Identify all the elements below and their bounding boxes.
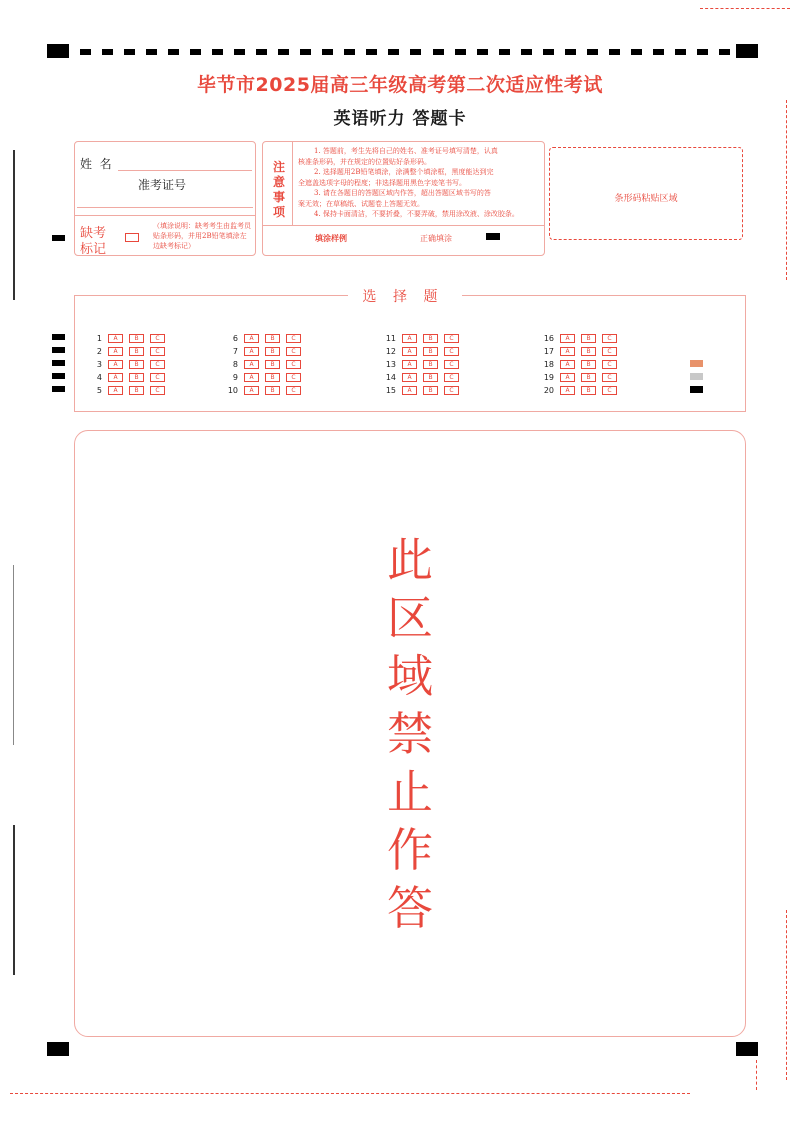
option-bubble[interactable]: C [150, 386, 165, 395]
notes-text [298, 146, 542, 220]
row-timing-mark [52, 386, 65, 392]
option-bubble[interactable]: A [560, 360, 575, 369]
option-bubble[interactable]: A [560, 347, 575, 356]
option-bubble[interactable]: B [581, 373, 596, 382]
swatch-orange [690, 360, 703, 367]
question-row [540, 372, 623, 382]
question-number: 6 [232, 333, 238, 343]
option-bubble[interactable]: C [444, 347, 459, 356]
option-bubble[interactable]: B [581, 360, 596, 369]
question-number: 4 [96, 372, 102, 382]
option-bubble[interactable]: B [581, 334, 596, 343]
option-bubble[interactable]: C [444, 360, 459, 369]
right-bottom-dash [756, 1060, 757, 1090]
option-bubble[interactable]: A [402, 360, 417, 369]
forbidden-area [74, 430, 746, 1037]
question-number: 15 [385, 385, 396, 395]
question-number: 20 [543, 385, 554, 395]
option-bubble[interactable]: A [402, 386, 417, 395]
question-row [382, 372, 465, 382]
notes-sample-divider [262, 225, 545, 226]
option-bubble[interactable]: A [244, 334, 259, 343]
option-bubble[interactable]: B [423, 373, 438, 382]
forbidden-char: 作 [387, 822, 433, 877]
absent-note: （填涂说明：缺考考生由监考员贴条形码，并用2B铅笔填涂左边缺考标记） [153, 222, 251, 250]
notes-line: 1. 答题前，考生先将自己的姓名、准考证号填写清楚，认真 [314, 147, 498, 155]
notes-line: 全遮盖选项字母的程度；非选择题用黑色字迹笔书写。 [298, 178, 466, 187]
option-bubble[interactable]: C [286, 373, 301, 382]
forbidden-char: 止 [387, 764, 433, 819]
question-number: 17 [543, 346, 554, 356]
row-timing-mark [52, 373, 65, 379]
row-timing-mark [52, 347, 65, 353]
notes-line: 3. 请在各题目的答题区域内作答，超出答题区域书写的答 [314, 189, 491, 197]
swatch-gray [690, 373, 703, 380]
bottom-edge-dash [10, 1093, 690, 1094]
question-row [224, 372, 307, 382]
option-bubble[interactable]: C [602, 373, 617, 382]
option-bubble[interactable]: B [129, 386, 144, 395]
option-bubble[interactable]: B [265, 334, 280, 343]
absent-divider [74, 215, 256, 216]
name-field[interactable] [118, 169, 252, 171]
question-row [88, 359, 171, 369]
option-bubble[interactable]: B [129, 360, 144, 369]
question-number: 5 [96, 385, 102, 395]
question-row [382, 333, 465, 343]
question-number: 2 [96, 346, 102, 356]
option-bubble[interactable]: B [265, 360, 280, 369]
question-number: 19 [543, 372, 554, 382]
option-bubble[interactable]: C [150, 334, 165, 343]
left-edge-line [13, 565, 14, 745]
option-bubble[interactable]: C [444, 386, 459, 395]
question-number: 10 [227, 385, 238, 395]
notes-line: 4. 保持卡面清洁，不要折叠，不要弄破，禁用涂改液、涂改胶条。 [314, 210, 519, 218]
option-bubble[interactable]: A [108, 373, 123, 382]
option-bubble[interactable]: B [129, 347, 144, 356]
question-number: 14 [385, 372, 396, 382]
option-bubble[interactable]: A [244, 386, 259, 395]
left-edge-line [13, 150, 15, 300]
question-row [224, 385, 307, 395]
notes-heading-char: 注 [272, 160, 285, 174]
choice-top-rule-right [462, 295, 746, 296]
notes-line: 案无效；在草稿纸、试题卷上答题无效。 [298, 199, 424, 208]
forbidden-char: 禁 [387, 706, 433, 761]
correct-fill-sample [486, 233, 500, 240]
option-bubble[interactable]: B [129, 373, 144, 382]
question-number: 13 [385, 359, 396, 369]
swatch-black [690, 386, 703, 393]
option-bubble[interactable]: B [265, 373, 280, 382]
sample-label: 填涂样例 [315, 233, 347, 243]
option-bubble[interactable]: A [108, 386, 123, 395]
option-bubble[interactable]: A [560, 334, 575, 343]
option-bubble[interactable]: B [581, 386, 596, 395]
option-bubble[interactable]: C [602, 334, 617, 343]
corner-mark-bottom-right [736, 1042, 758, 1056]
left-edge-line [13, 825, 15, 975]
notes-line: 2. 选择题用2B铅笔填涂，涂满整个填涂框，黑度能达到完 [314, 168, 494, 176]
forbidden-text [75, 431, 745, 1036]
notes-heading [270, 160, 288, 220]
exam-id-field[interactable] [77, 206, 253, 208]
absent-label: 标记 [80, 242, 107, 257]
option-bubble[interactable]: A [560, 386, 575, 395]
question-row [88, 372, 171, 382]
option-bubble[interactable]: B [423, 386, 438, 395]
question-row [540, 333, 623, 343]
option-bubble[interactable]: A [108, 334, 123, 343]
question-number: 11 [385, 333, 396, 343]
option-bubble[interactable]: B [423, 347, 438, 356]
notes-heading-char: 意 [272, 175, 285, 189]
option-bubble[interactable]: C [602, 386, 617, 395]
option-bubble[interactable]: A [244, 373, 259, 382]
choice-section-title: 选 择 题 [348, 286, 458, 306]
question-number: 7 [232, 346, 238, 356]
option-bubble[interactable]: C [444, 334, 459, 343]
corner-mark-bottom-left [47, 1042, 69, 1056]
question-row [382, 359, 465, 369]
question-number: 8 [232, 359, 238, 369]
forbidden-char: 区 [387, 590, 433, 645]
question-number: 12 [385, 346, 396, 356]
option-bubble[interactable]: B [423, 360, 438, 369]
question-number: 16 [543, 333, 554, 343]
option-bubble[interactable]: B [129, 334, 144, 343]
option-bubble[interactable]: C [286, 360, 301, 369]
notes-heading-char: 项 [272, 205, 285, 219]
option-bubble[interactable]: A [402, 347, 417, 356]
option-bubble[interactable]: C [286, 334, 301, 343]
question-number: 3 [96, 359, 102, 369]
option-bubble[interactable]: B [581, 347, 596, 356]
question-row [540, 346, 623, 356]
option-bubble[interactable]: A [244, 347, 259, 356]
top-timing-marks [80, 49, 730, 55]
option-bubble[interactable]: C [602, 347, 617, 356]
exam-title: 毕节市2025届高三年级高考第二次适应性考试 [197, 74, 603, 96]
forbidden-char: 此 [387, 532, 433, 587]
question-row [382, 346, 465, 356]
option-bubble[interactable]: C [286, 347, 301, 356]
exam-id-label: 准考证号 [138, 178, 187, 192]
question-number: 18 [543, 359, 554, 369]
question-row [540, 385, 623, 395]
row-timing-mark [52, 360, 65, 366]
absent-mark-box[interactable] [125, 233, 139, 242]
question-number: 1 [96, 333, 102, 343]
option-bubble[interactable]: B [423, 334, 438, 343]
option-bubble[interactable]: B [265, 347, 280, 356]
question-number: 9 [232, 372, 238, 382]
question-row [224, 346, 307, 356]
question-row [224, 333, 307, 343]
choice-top-rule-left [74, 295, 348, 296]
question-row [382, 385, 465, 395]
option-bubble[interactable]: A [560, 373, 575, 382]
question-row [88, 333, 171, 343]
row-timing-mark [52, 334, 65, 340]
corner-mark-top-right [736, 44, 758, 58]
option-bubble[interactable]: C [150, 360, 165, 369]
notes-line: 核准条形码，并在规定的位置贴好条形码。 [298, 157, 431, 166]
option-bubble[interactable]: C [602, 360, 617, 369]
corner-mark-top-left [47, 44, 69, 58]
option-bubble[interactable]: A [402, 334, 417, 343]
name-label: 姓 名 [80, 157, 112, 171]
option-bubble[interactable]: A [244, 360, 259, 369]
barcode-label: 条形码粘贴区域 [614, 194, 678, 204]
option-bubble[interactable]: C [444, 373, 459, 382]
option-bubble[interactable]: A [108, 360, 123, 369]
option-bubble[interactable]: C [150, 373, 165, 382]
forbidden-char: 域 [387, 648, 433, 703]
absent-label: 缺考 [80, 226, 107, 241]
option-bubble[interactable]: A [402, 373, 417, 382]
question-row [88, 385, 171, 395]
question-row [224, 359, 307, 369]
option-bubble[interactable]: A [108, 347, 123, 356]
notes-heading-char: 事 [272, 190, 285, 204]
card-subtitle: 英语听力 答题卡 [333, 109, 467, 129]
absent-timing-mark [52, 235, 65, 241]
option-bubble[interactable]: C [150, 347, 165, 356]
right-edge-dash [786, 910, 787, 1080]
correct-fill-label: 正确填涂 [420, 234, 452, 243]
question-row [88, 346, 171, 356]
option-bubble[interactable]: B [265, 386, 280, 395]
question-row [540, 359, 623, 369]
option-bubble[interactable]: C [286, 386, 301, 395]
top-edge-dash [700, 8, 790, 9]
forbidden-char: 答 [387, 880, 433, 935]
notes-heading-divider [292, 141, 293, 225]
